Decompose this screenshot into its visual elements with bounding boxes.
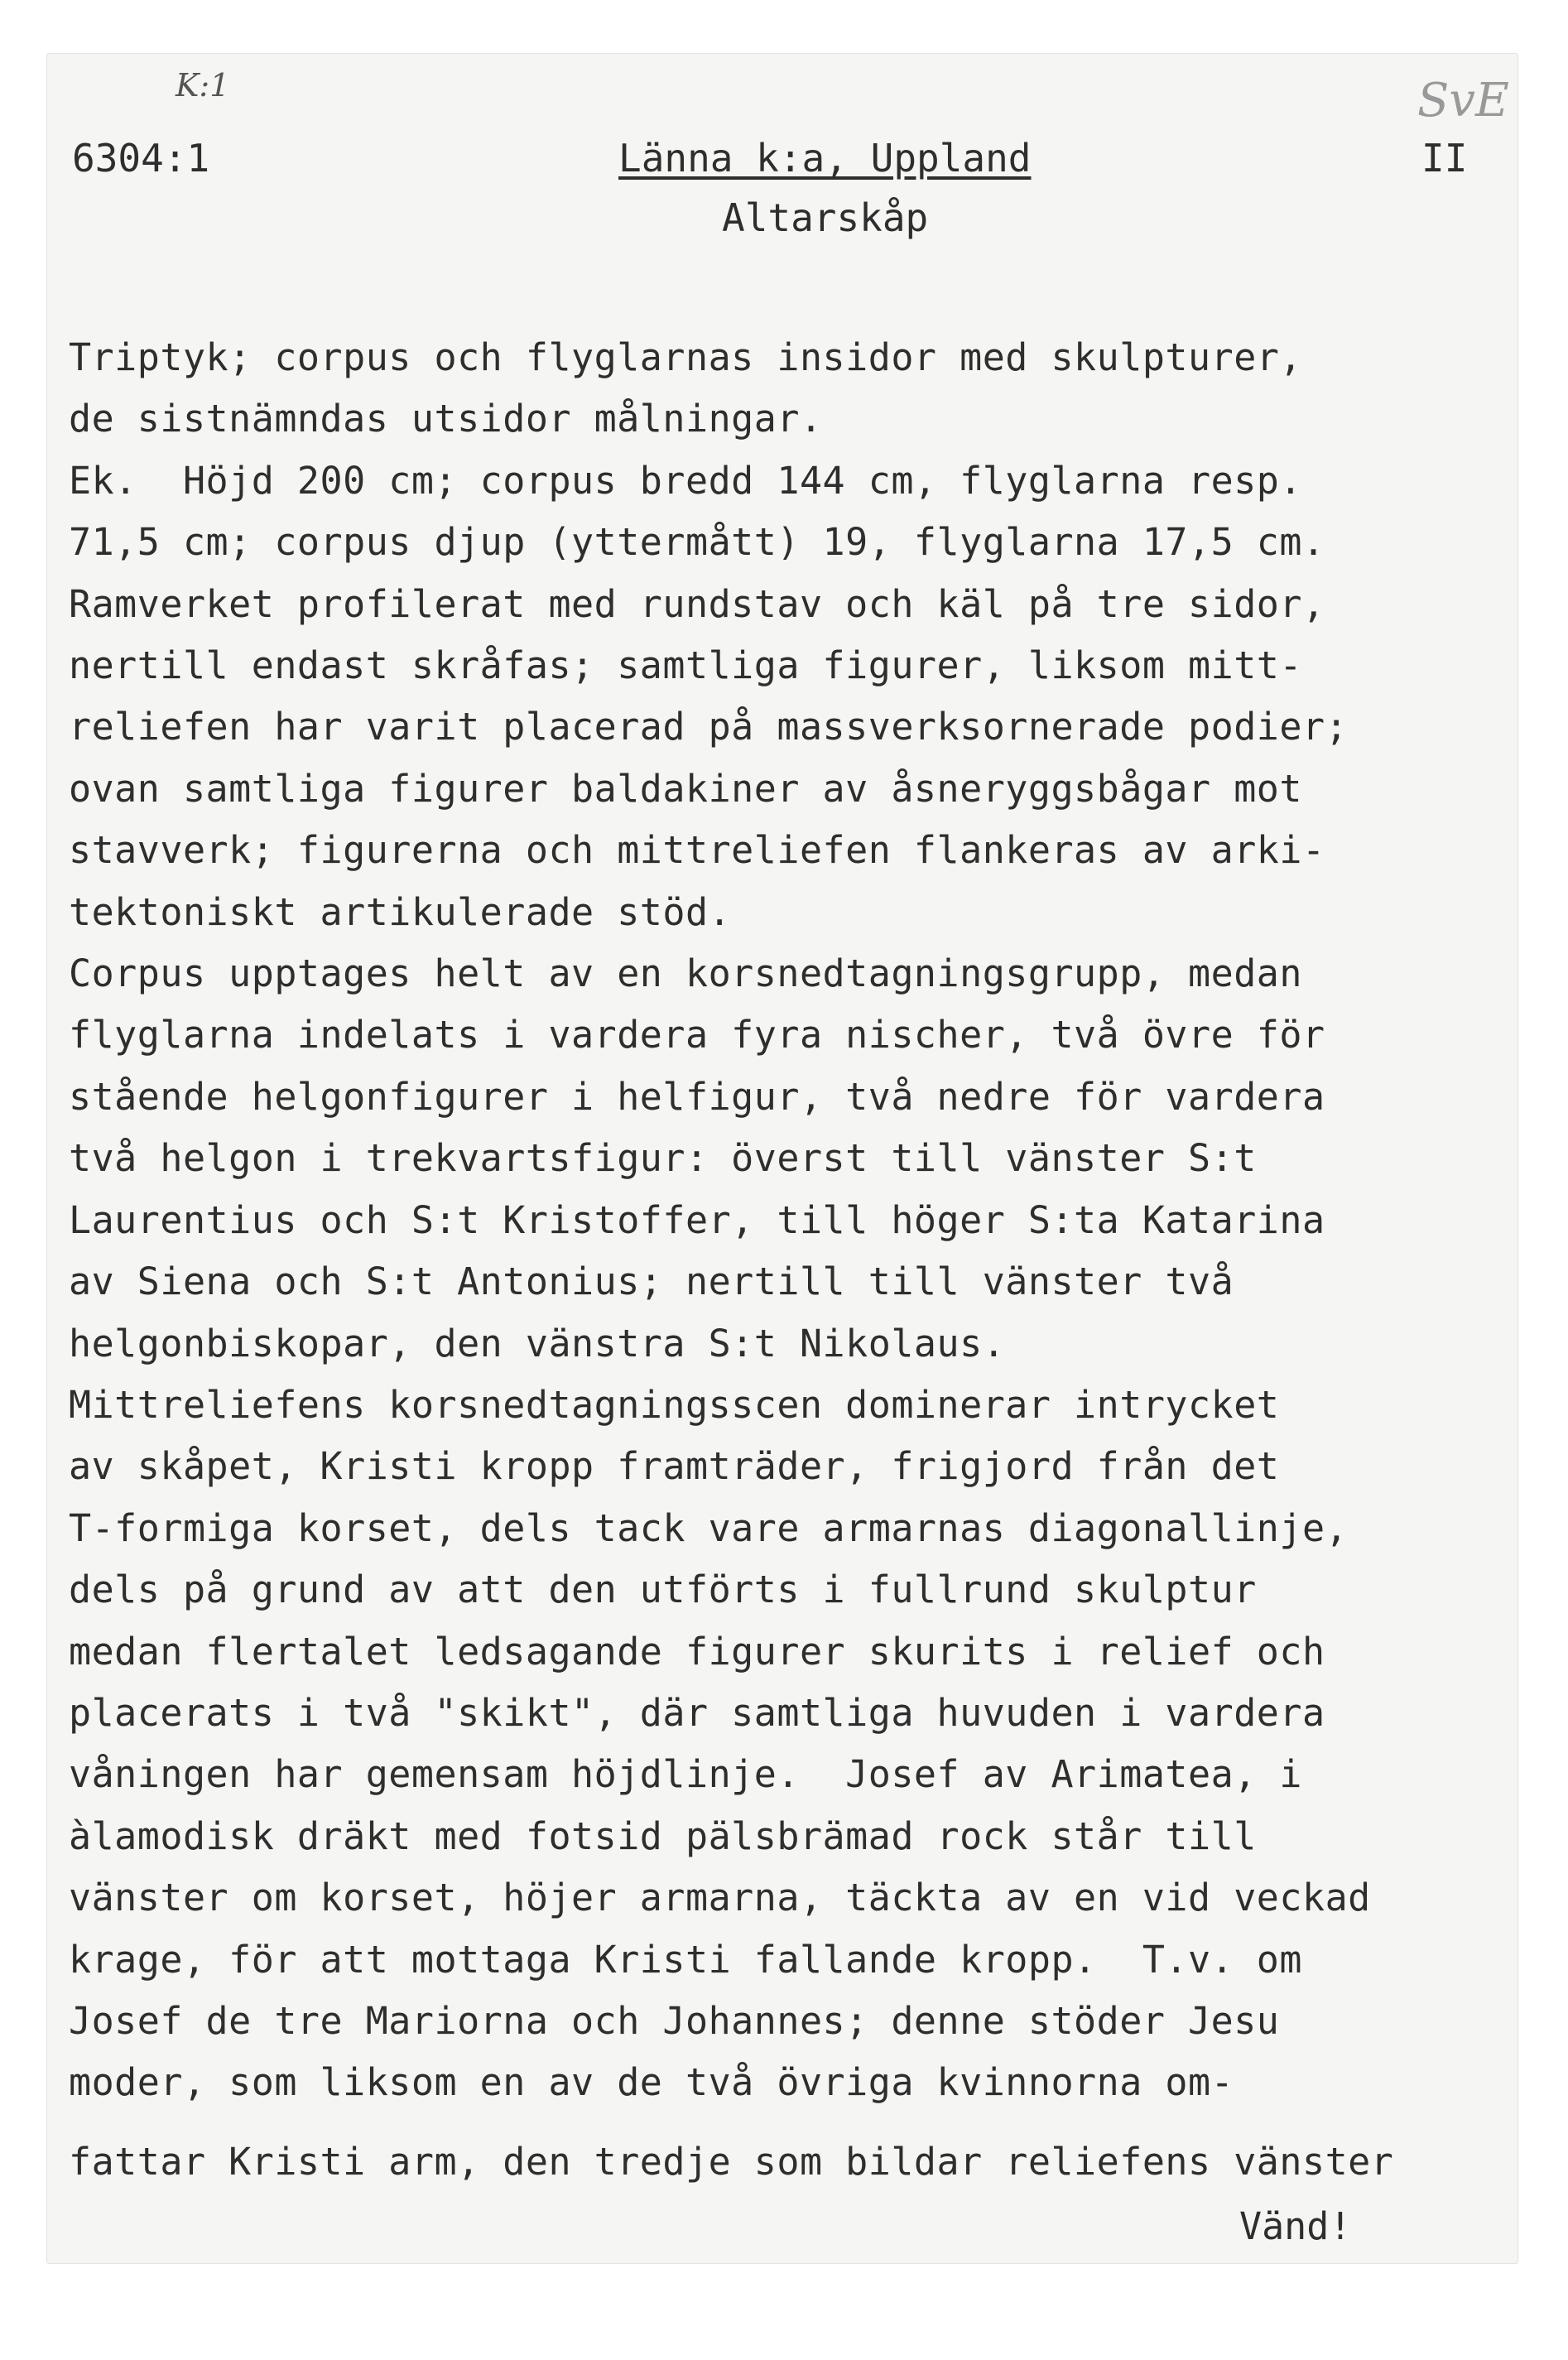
text-line: de sistnämndas utsidor målningar. bbox=[69, 397, 823, 441]
volume-number: II bbox=[1421, 136, 1468, 181]
catalog-number: 6304:1 bbox=[72, 136, 210, 181]
text-line: av Siena och S:t Antonius; nertill till vänster två bbox=[69, 1259, 1234, 1304]
turn-over-note: Vänd! bbox=[1239, 2204, 1352, 2248]
text-line: två helgon i trekvartsfigur: överst till vänster S:t bbox=[69, 1136, 1257, 1181]
text-line: våningen har gemensam höjdlinje. Josef av Arimatea, i bbox=[69, 1752, 1302, 1797]
text-line: Ek. Höjd 200 cm; corpus bredd 144 cm, flyglarna resp. bbox=[69, 458, 1302, 503]
object-type: Altarskåp bbox=[722, 195, 929, 240]
text-line: placerats i två "skikt", där samtliga huvuden i vardera bbox=[69, 1690, 1325, 1735]
description-text bbox=[69, 327, 1509, 2193]
text-line: ovan samtliga figurer baldakiner av åsneryggsbågar mot bbox=[69, 766, 1302, 811]
text-line: av skåpet, Kristi kropp framträder, frigjord från det bbox=[69, 1444, 1280, 1489]
text-line: helgonbiskopar, den vänstra S:t Nikolaus. bbox=[69, 1321, 1006, 1365]
text-line: Laurentius och S:t Kristoffer, till höger S:ta Katarina bbox=[69, 1197, 1325, 1242]
text-line: àlamodisk dräkt med fotsid pälsbrämad rock står till bbox=[69, 1813, 1257, 1858]
text-line: flyglarna indelats i vardera fyra nischer, två övre för bbox=[69, 1013, 1325, 1057]
text-line: T-formiga korset, dels tack vare armarnas diagonallinje, bbox=[69, 1505, 1349, 1550]
handwritten-mark-corner: SvE bbox=[1417, 74, 1509, 128]
text-line: reliefen har varit placerad på massverksornerade podier; bbox=[69, 705, 1349, 749]
location-title: Länna k:a, Uppland bbox=[618, 136, 1032, 181]
text-line: tektoniskt artikulerade stöd. bbox=[69, 889, 732, 934]
text-line: stavverk; figurerna och mittreliefen flankeras av arki- bbox=[69, 828, 1325, 873]
text-line: medan flertalet ledsagande figurer skurits i relief och bbox=[69, 1629, 1325, 1674]
catalog-card bbox=[46, 53, 1518, 2264]
text-line: dels på grund av att den utförts i fullrund skulptur bbox=[69, 1568, 1257, 1612]
text-line: Corpus upptages helt av en korsnedtagningsgrupp, medan bbox=[69, 951, 1302, 996]
text-line: nertill endast skråfas; samtliga figurer, liksom mitt- bbox=[69, 643, 1302, 688]
text-line: Triptyk; corpus och flyglarnas insidor med skulpturer, bbox=[69, 335, 1302, 379]
text-line: Mittreliefens korsnedtagningsscen dominerar intrycket bbox=[69, 1382, 1280, 1427]
handwritten-mark-top: K:1 bbox=[176, 67, 230, 104]
text-line: 71,5 cm; corpus djup (yttermått) 19, flyglarna 17,5 cm. bbox=[69, 520, 1325, 565]
text-line: fattar Kristi arm, den tredje som bildar reliefens vänster bbox=[69, 2139, 1394, 2184]
text-line: Josef de tre Mariorna och Johannes; denne stöder Jesu bbox=[69, 1998, 1280, 2043]
text-line: krage, för att mottaga Kristi fallande kropp. T.v. om bbox=[69, 1937, 1302, 1982]
text-line: stående helgonfigurer i helfigur, två nedre för vardera bbox=[69, 1074, 1325, 1119]
text-line: moder, som liksom en av de två övriga kvinnorna om- bbox=[69, 2060, 1234, 2105]
text-line: Ramverket profilerat med rundstav och käl på tre sidor, bbox=[69, 581, 1325, 626]
text-line: vänster om korset, höjer armarna, täckta av en vid veckad bbox=[69, 1876, 1371, 1920]
